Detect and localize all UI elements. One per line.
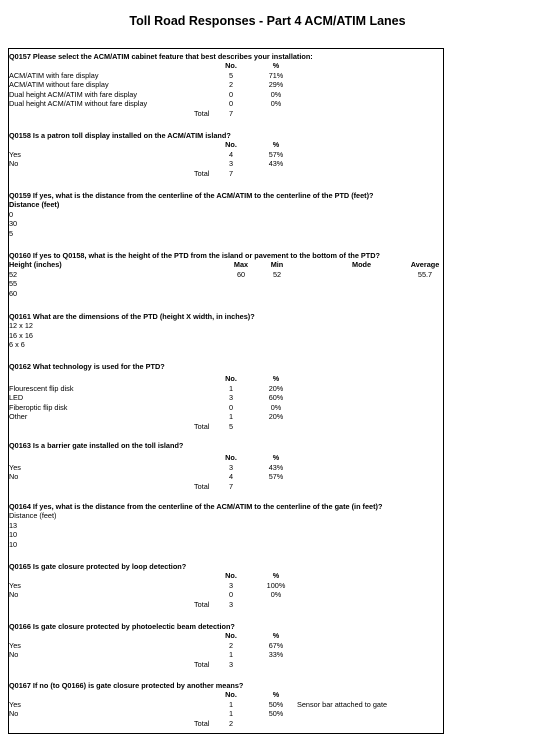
table-row [9,641,443,651]
row-count: 3 [228,580,234,590]
list-item [9,540,443,550]
col-pct-header: % [272,631,280,640]
list-item [9,210,443,220]
q0160-header-row [9,260,443,270]
row-percent: 0% [270,402,282,412]
list-item [9,229,443,239]
row-count: 5 [228,70,234,80]
table-row [9,99,443,109]
q0159-header-row [9,200,443,210]
q0160-question: Q0160 If yes to Q0158, what is the height of the PTD from the island or pavement to the bottom of the PTD? [9,251,380,260]
table-row [9,90,443,100]
col-mode-header: Mode [352,260,372,269]
row-count: 0 [228,89,234,99]
q0164-header-row [9,511,443,521]
q0166-section [9,622,443,669]
q0157-question: Q0157 Please select the ACM/ATIM cabinet feature that best describes your installation: [9,52,313,61]
row-count: 1 [228,383,234,393]
row-label: No [9,159,19,168]
col-no-header: No. [225,571,237,580]
row-percent: 100% [266,580,286,590]
table-row [9,80,443,90]
q0159-section [9,191,443,238]
q0158-question: Q0158 Is a patron toll display installed on the ACM/ATIM island? [9,131,231,140]
q0163-question: Q0163 Is a barrier gate installed on the toll island? [9,441,184,450]
table-row [9,581,443,591]
q0157-header-row [9,61,443,71]
col-no-header: No. [225,453,237,462]
q0158-header-row [9,140,443,150]
total-row [9,660,443,670]
q0167-header-row [9,690,443,700]
row-count: 2 [228,80,234,89]
distance-value: 5 [9,228,14,238]
list-item [9,321,443,331]
average-value: 55.7 [417,269,433,279]
row-count: 3 [228,393,234,402]
row-count: 3 [228,159,234,168]
table-row [9,159,443,169]
total-row [9,719,443,729]
distance-header: Distance (feet) [9,200,60,209]
total-row [9,169,443,179]
row-count: 3 [228,462,234,472]
total-label: Total [194,481,210,491]
row-count: 0 [228,590,234,599]
total-label: Total [194,421,210,431]
total-count: 3 [228,659,234,669]
total-row [9,109,443,119]
row-label: No [9,472,19,481]
q0159-question: Q0159 If yes, what is the distance from the centerline of the ACM/ATIM to the centerline of the PTD (feet)? [9,191,374,200]
row-percent: 57% [268,149,284,159]
row-label: Fiberoptic flip disk [9,402,68,412]
responses-panel [8,48,444,734]
row-note: Sensor bar attached to gate [297,699,388,709]
list-item [9,530,443,540]
row-percent: 29% [268,80,284,89]
q0162-header-row [9,374,443,384]
q0163-section [9,441,443,491]
row-count: 2 [228,640,234,650]
total-count: 7 [228,108,234,118]
total-count: 2 [228,718,234,728]
row-percent: 0% [270,99,282,108]
total-row [9,600,443,610]
col-pct-header: % [272,140,280,149]
distance-value: 10 [9,530,18,539]
min-value: 52 [272,269,282,279]
row-label: Yes [9,699,21,709]
table-row [9,463,443,473]
height-value: 60 [9,288,18,298]
q0164-question: Q0164 If yes, what is the distance from the centerline of the ACM/ATIM to the centerline of the gate (in feet)? [9,502,383,511]
row-percent: 0% [270,89,282,99]
table-row [9,403,443,413]
q0161-question: Q0161 What are the dimensions of the PTD (height X width, in inches)? [9,312,255,321]
height-value: 52 [9,269,18,279]
row-count: 4 [228,149,234,159]
total-label: Total [194,718,210,728]
col-pct-header: % [272,571,280,580]
row-percent: 33% [268,650,284,659]
col-pct-header: % [272,690,280,699]
row-label: Yes [9,580,21,590]
total-label: Total [194,108,210,118]
table-row [9,709,443,719]
table-row [9,700,443,710]
q0157-section [9,52,443,118]
row-count: 1 [228,412,234,421]
height-value: 55 [9,279,18,288]
table-row [9,71,443,81]
row-label: Yes [9,640,21,650]
row-percent: 20% [268,383,284,393]
total-label: Total [194,659,210,669]
table-row [9,393,443,403]
distance-value: 0 [9,209,14,219]
q0162-question: Q0162 What technology is used for the PTD? [9,362,165,371]
row-percent: 60% [268,393,284,402]
table-row [9,650,443,660]
row-label: Flourescent flip disk [9,383,74,393]
col-no-header: No. [225,374,237,383]
row-label: Yes [9,462,21,472]
row-label: ACM/ATIM without fare display [9,80,109,89]
row-label: Yes [9,149,21,159]
col-no-header: No. [225,61,237,70]
q0162-section [9,362,443,431]
row-label: LED [9,393,24,402]
dimension-value: 12 x 12 [9,321,33,330]
list-item [9,340,443,350]
list-item [9,219,443,229]
table-row [9,590,443,600]
row-percent: 43% [268,462,284,472]
total-count: 7 [228,168,234,178]
q0164-section [9,502,443,549]
total-label: Total [194,168,210,178]
total-row [9,422,443,432]
row-count: 4 [228,472,234,481]
col-min-header: Min [270,260,284,269]
row-label: No [9,590,19,599]
row-label: No [9,709,19,718]
col-pct-header: % [272,61,280,70]
row-percent: 43% [268,159,284,168]
row-label: ACM/ATIM with fare display [9,70,99,80]
q0160-section [9,251,443,298]
table-row [9,472,443,482]
row-percent: 67% [268,640,284,650]
row-label: Dual height ACM/ATIM without fare display [9,99,148,108]
list-item [9,289,443,299]
q0166-question: Q0166 Is gate closure protected by photoelectic beam detection? [9,622,235,631]
q0163-header-row [9,453,443,463]
q0158-section [9,131,443,178]
row-count: 0 [228,99,234,108]
col-no-header: No. [225,690,237,699]
row-percent: 57% [268,472,284,481]
q0161-section [9,312,443,350]
distance-value: 30 [9,219,18,228]
total-count: 3 [228,599,234,609]
total-count: 5 [228,421,234,431]
row-percent: 50% [268,709,284,718]
total-count: 7 [228,481,234,491]
q0167-question: Q0167 If no (to Q0166) is gate closure protected by another means? [9,681,244,690]
col-pct-header: % [272,453,280,462]
dimension-value: 6 x 6 [9,340,25,349]
row-count: 1 [228,699,234,709]
list-item [9,331,443,341]
row-percent: 50% [268,699,284,709]
col-no-header: No. [225,631,237,640]
row-percent: 0% [270,590,282,599]
row-label: Other [9,412,28,421]
col-pct-header: % [272,374,280,383]
list-item [9,279,443,289]
row-percent: 20% [268,412,284,421]
row-percent: 71% [268,70,284,80]
row-count: 1 [228,709,234,718]
max-value: 60 [236,269,246,279]
table-row [9,384,443,394]
table-row [9,412,443,422]
page-title: Toll Road Responses - Part 4 ACM/ATIM Lanes [129,14,406,28]
q0166-header-row [9,631,443,641]
q0165-section [9,562,443,609]
dimension-value: 16 x 16 [9,330,33,340]
row-count: 1 [228,650,234,659]
distance-header: Distance (feet) [9,511,57,520]
distance-value: 10 [9,539,18,549]
list-item [9,521,443,531]
col-average-header: Average [410,260,440,269]
height-header: Height (inches) [9,260,62,269]
row-label: Dual height ACM/ATIM with fare display [9,89,138,99]
row-label: No [9,650,19,659]
table-row [9,270,443,280]
total-label: Total [194,599,210,609]
col-no-header: No. [225,140,237,149]
q0165-question: Q0165 Is gate closure protected by loop detection? [9,562,187,571]
row-count: 0 [228,402,234,412]
table-row [9,150,443,160]
q0167-section [9,681,443,728]
col-max-header: Max [233,260,249,269]
q0165-header-row [9,571,443,581]
distance-value: 13 [9,520,18,530]
total-row [9,482,443,492]
